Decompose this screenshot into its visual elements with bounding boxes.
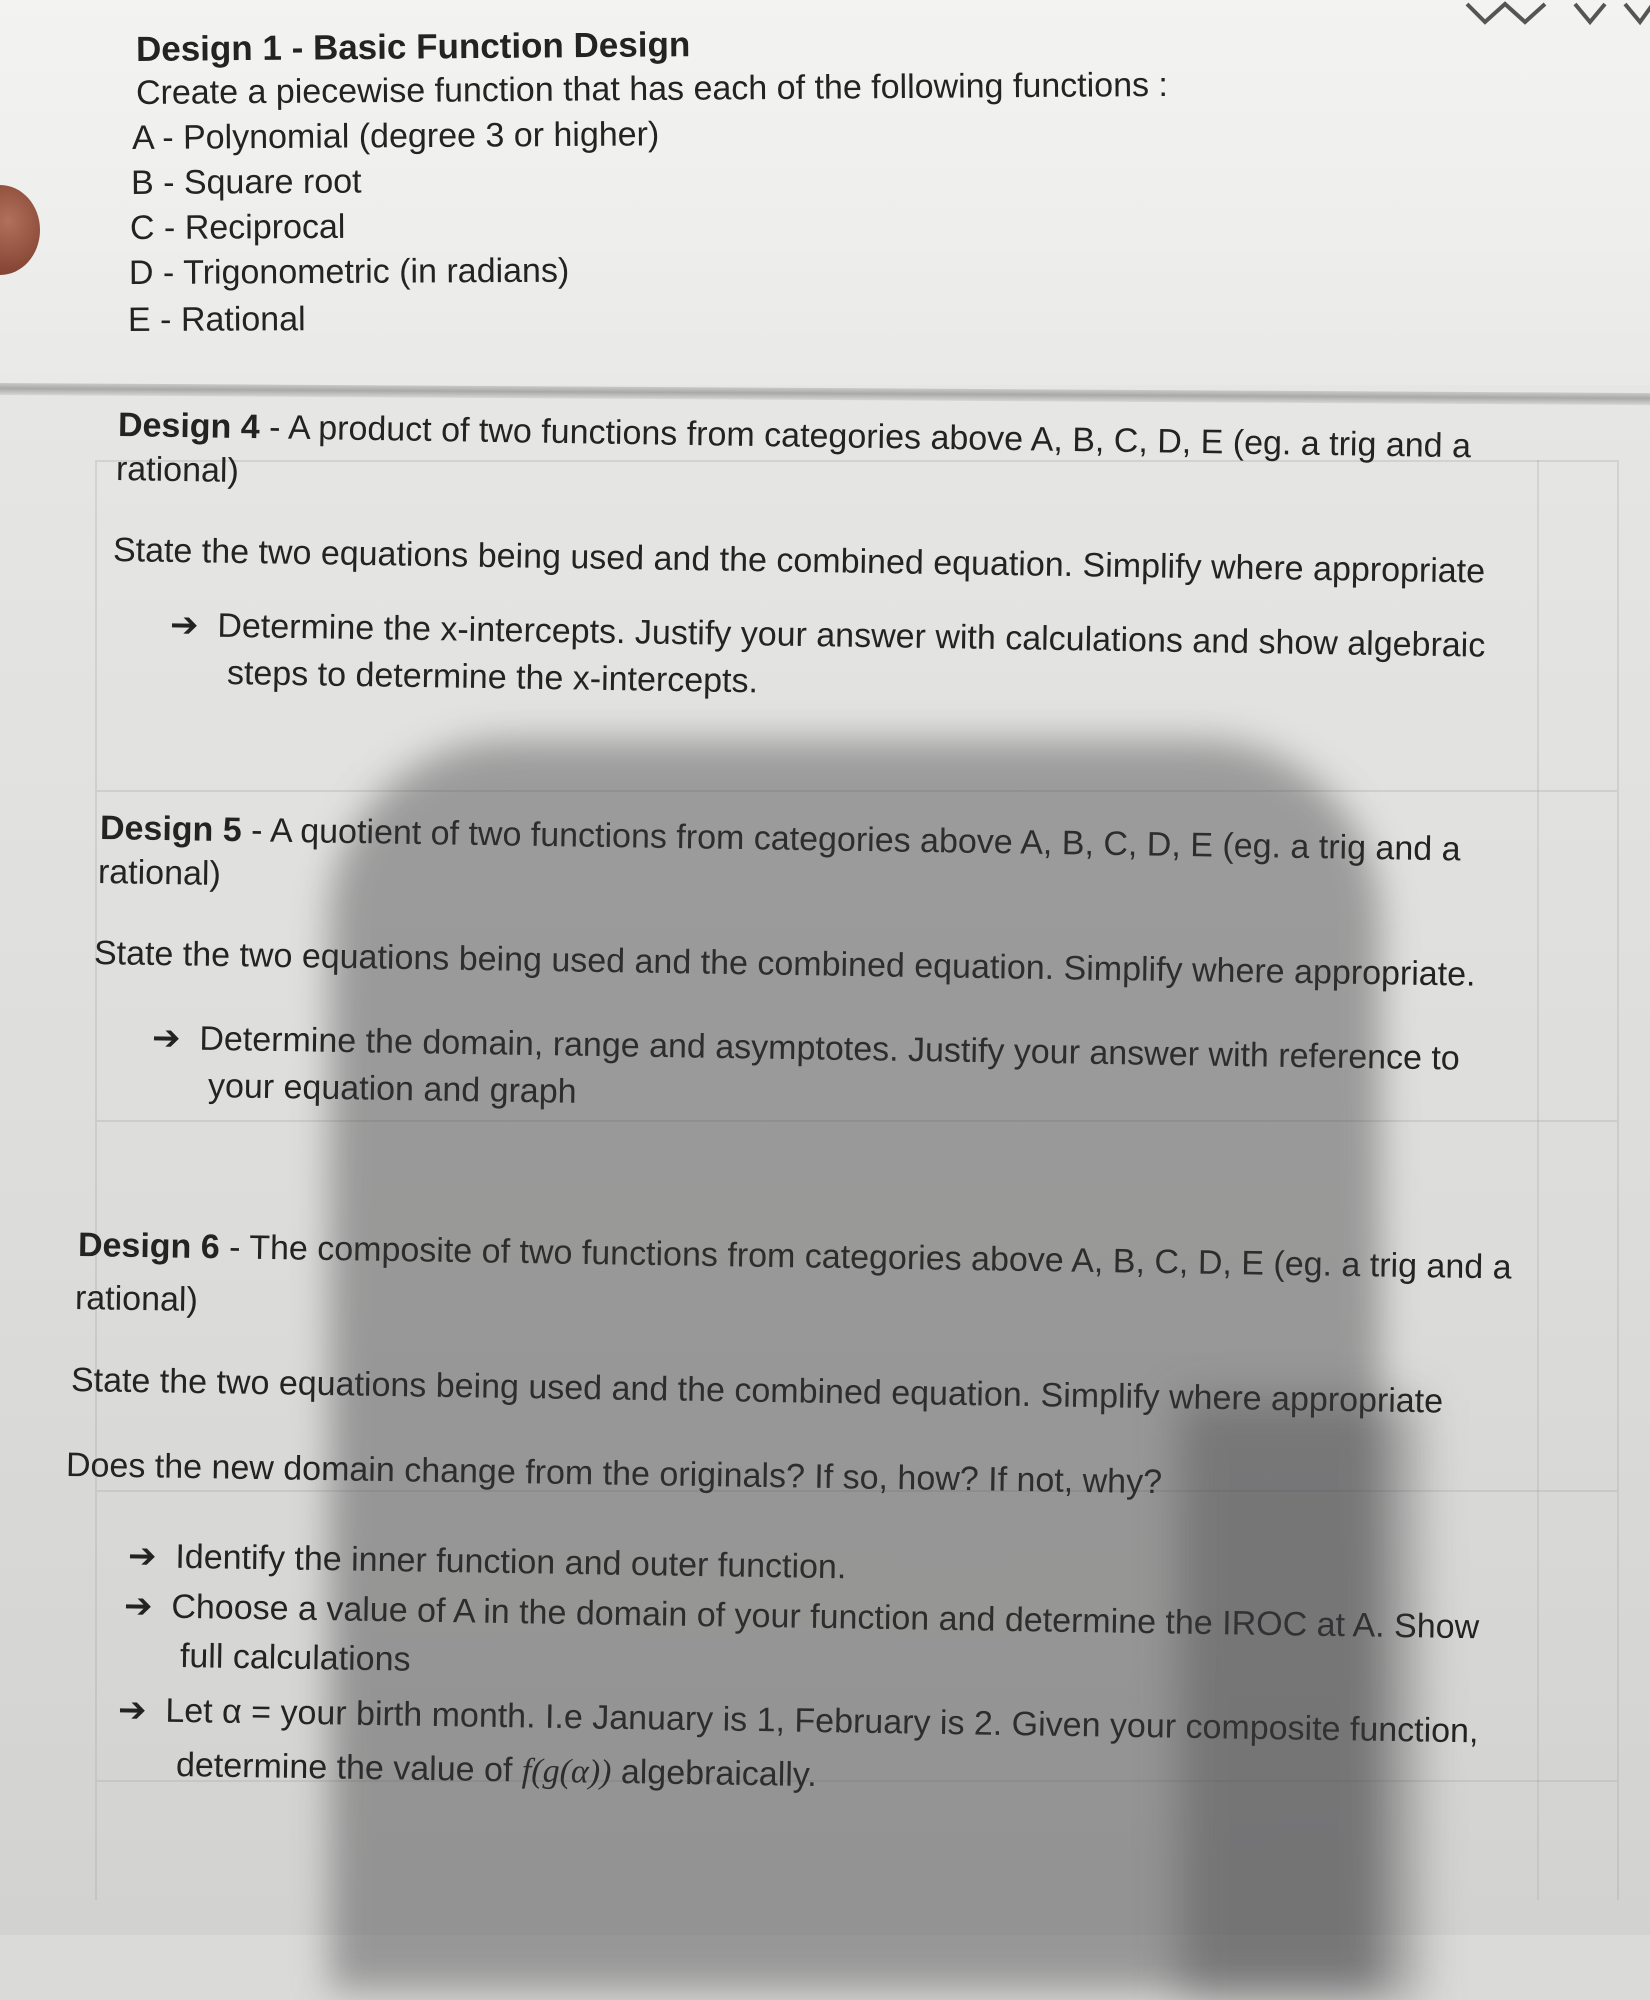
design6-instruction: State the two equations being used and the combined equation. Simplify where appropriate bbox=[70, 1361, 1444, 1421]
design4-title bbox=[118, 405, 1472, 466]
design5-title-line2: rational) bbox=[97, 853, 222, 893]
arrow-icon: ➔ bbox=[169, 606, 199, 645]
design5-instruction: State the two equations being used and the combined equation. Simplify where appropriate. bbox=[93, 934, 1476, 994]
design4-bullet-text: Determine the x-intercepts. Justify your answer with calculations and show algebraic bbox=[217, 606, 1486, 665]
design5-label: Design 5 bbox=[99, 809, 242, 850]
design6-bullet2-line2: full calculations bbox=[179, 1637, 411, 1679]
design5-title-text: - A quotient of two functions from categories above A, B, C, D, E (eg. a trig and a bbox=[241, 811, 1461, 869]
hand-shadow-edge bbox=[1180, 1400, 1420, 2000]
design6-title-text: - The composite of two functions from categories above A, B, C, D, E (eg. a trig and a bbox=[219, 1228, 1512, 1287]
design4-title-text: - A product of two functions from categories above A, B, C, D, E (eg. a trig and a bbox=[259, 408, 1472, 466]
design1-item-b: B - Square root bbox=[130, 162, 362, 202]
design4-bullet-line2: steps to determine the x-intercepts. bbox=[226, 654, 759, 701]
design6-bullet3-line2-post: algebraically. bbox=[611, 1752, 818, 1795]
design5-bullet-line2: your equation and graph bbox=[207, 1067, 577, 1111]
design1-item-c: C - Reciprocal bbox=[129, 207, 346, 247]
design6-question: Does the new domain change from the originals? If so, how? If not, why? bbox=[65, 1446, 1163, 1502]
design6-title-line2: rational) bbox=[74, 1279, 199, 1319]
design1-intro: Create a piecewise function that has each of the following functions : bbox=[135, 65, 1169, 112]
design4-title-line2: rational) bbox=[115, 450, 240, 490]
design4-label: Design 4 bbox=[117, 406, 260, 447]
design1-item-d: D - Trigonometric (in radians) bbox=[128, 251, 570, 292]
design5-bullet-text: Determine the domain, range and asymptotes. Justify your answer with reference to bbox=[199, 1019, 1461, 1078]
design1-item-e: E - Rational bbox=[127, 300, 306, 339]
arrow-icon: ➔ bbox=[151, 1019, 181, 1058]
design6-bullet3-text: Let α = your birth month. I.e January is 1, February is 2. Given your composite function, bbox=[165, 1691, 1479, 1751]
composite-function-expression: f(g(α)) bbox=[521, 1752, 612, 1791]
design6-bullet1-text: Identify the inner function and outer function. bbox=[175, 1537, 847, 1587]
design1-title: Design 1 - Basic Function Design bbox=[135, 25, 691, 69]
design6-label: Design 6 bbox=[77, 1226, 220, 1267]
arrow-icon: ➔ bbox=[127, 1537, 157, 1576]
design1-item-a: A - Polynomial (degree 3 or higher) bbox=[131, 115, 660, 157]
design6-bullet2-text: Choose a value of A in the domain of your function and determine the IROC at A. Show bbox=[171, 1587, 1480, 1647]
design6-bullet3-line2-pre: determine the value of bbox=[175, 1746, 523, 1790]
design4-instruction: State the two equations being used and the combined equation. Simplify where appropriate bbox=[112, 531, 1486, 591]
arrow-icon: ➔ bbox=[123, 1587, 153, 1626]
arrow-icon: ➔ bbox=[117, 1691, 147, 1730]
